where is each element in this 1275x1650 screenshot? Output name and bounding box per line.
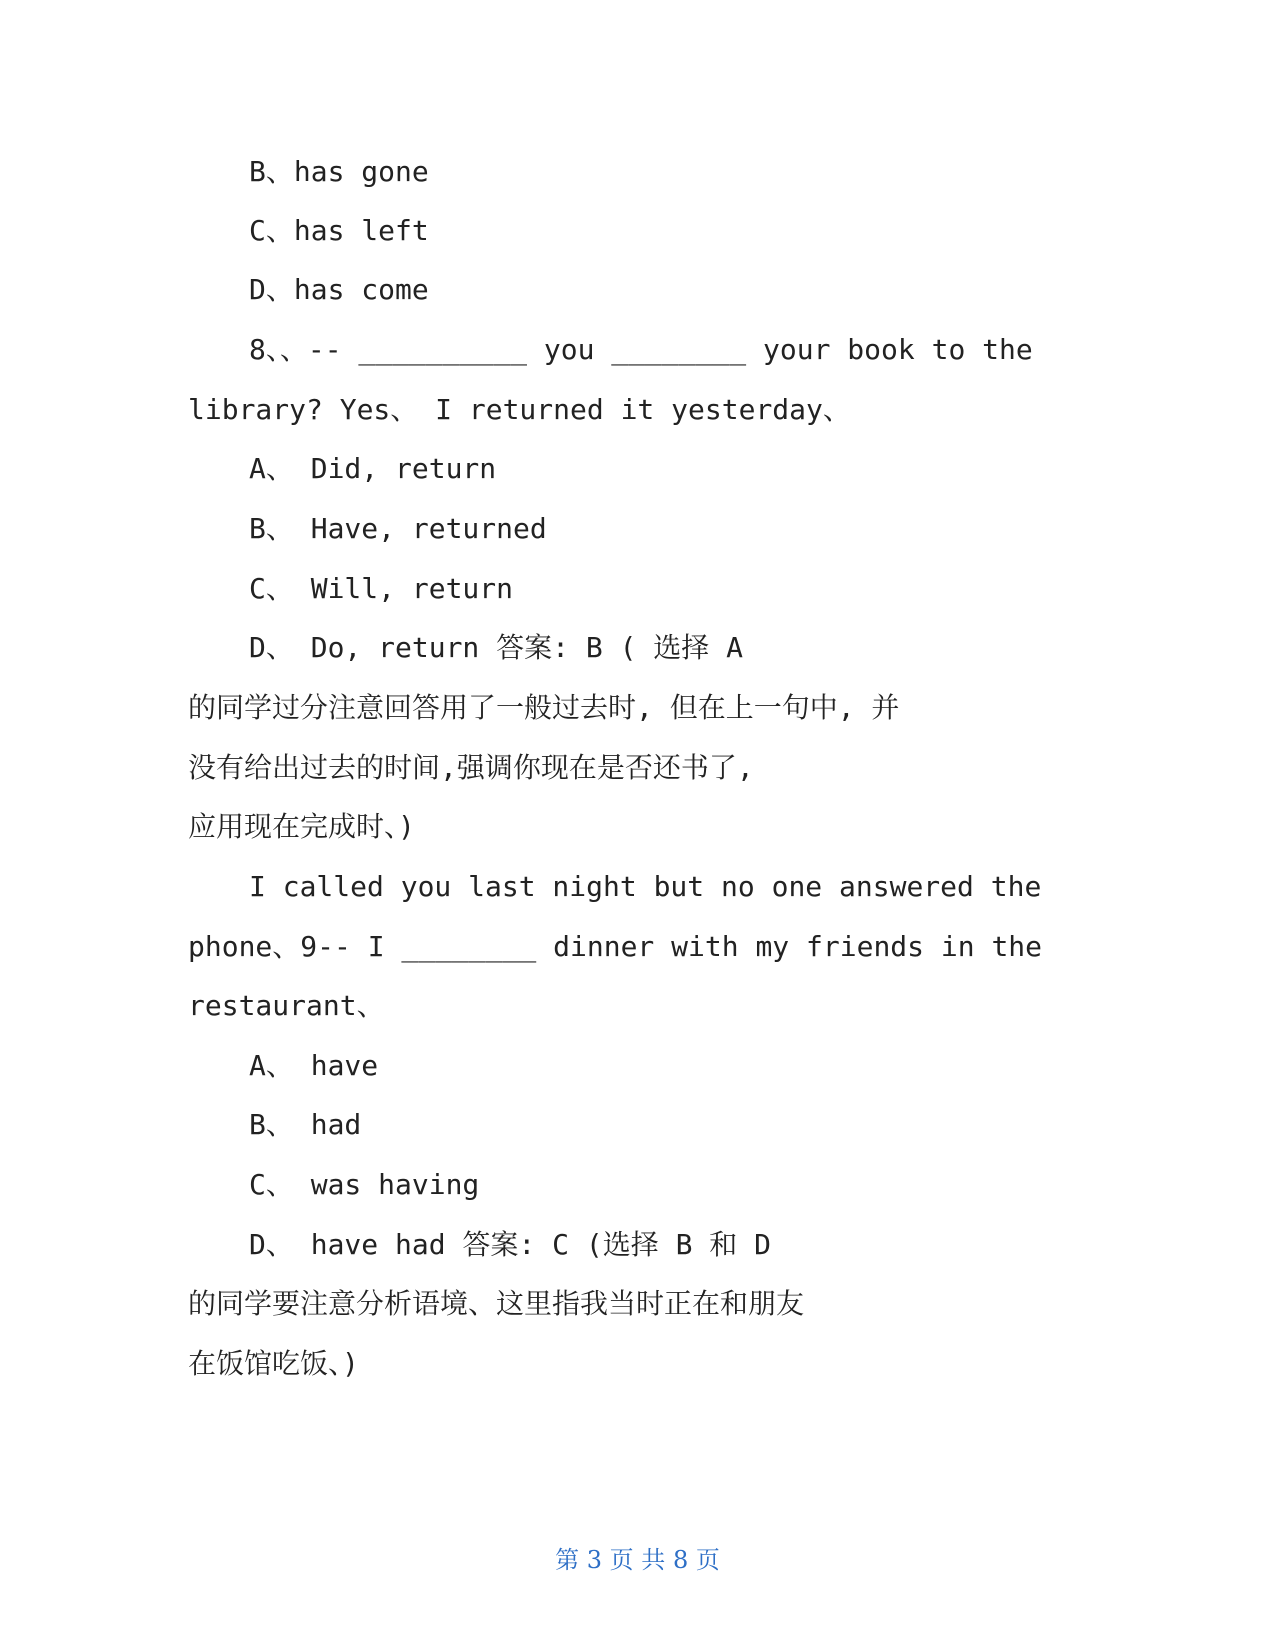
q8-explanation-1: 的同学过分注意回答用了一般过去时, 但在上一句中, 并 xyxy=(188,691,900,724)
question-9-line-2: phone、9-- I ________ dinner with my friends in the xyxy=(188,930,1043,963)
option-c-has-left: C、has left xyxy=(249,214,429,247)
option-b-has-gone: B、has gone xyxy=(249,155,429,188)
q9-option-c: C、 was having xyxy=(249,1168,480,1201)
q8-option-c: C、 Will, return xyxy=(249,572,514,605)
q8-explanation-3: 应用现在完成时、) xyxy=(188,810,415,843)
q8-option-b: B、 Have, returned xyxy=(249,512,547,545)
q9-option-b: B、 had xyxy=(249,1108,362,1141)
q9-option-d-answer: D、 have had 答案: C (选择 B 和 D xyxy=(249,1228,772,1261)
question-8-line-2: library? Yes、 I returned it yesterday、 xyxy=(188,393,851,426)
q8-option-a: A、 Did, return xyxy=(249,452,497,485)
q8-option-d-answer: D、 Do, return 答案: B ( 选择 A xyxy=(249,631,744,664)
question-9-line-3: restaurant、 xyxy=(188,989,385,1022)
q9-explanation-2: 在饭馆吃饭、) xyxy=(188,1347,359,1380)
question-8-line-1: 8、、-- __________ you ________ your book to the xyxy=(249,333,1033,366)
page-number-footer: 第 3 页 共 8 页 xyxy=(555,1546,720,1574)
question-9-line-1: I called you last night but no one answered the xyxy=(249,870,1042,903)
q9-option-a: A、 have xyxy=(249,1049,379,1082)
q8-explanation-2: 没有给出过去的时间,强调你现在是否还书了, xyxy=(188,751,754,784)
option-d-has-come: D、has come xyxy=(249,273,429,306)
q9-explanation-1: 的同学要注意分析语境、这里指我当时正在和朋友 xyxy=(188,1287,805,1320)
